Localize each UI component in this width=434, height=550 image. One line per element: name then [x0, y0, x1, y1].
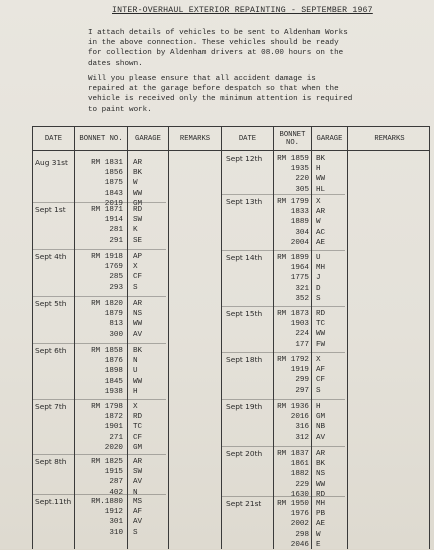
bonnet-number: 1915: [104, 468, 123, 477]
header-divider: [33, 150, 429, 151]
bonnet-number: 2020: [104, 443, 123, 452]
intro-paragraph: I attach details of vehicles to be sent to Aldenham Works in the above connection. These vehicles should be ready for collection by Aldenham drivers at 08.00 hours on the dates shown.: [88, 29, 348, 68]
garage-code: AC: [316, 228, 326, 237]
schedule-date: Sept 1st: [35, 205, 66, 214]
garage-code: MH: [316, 500, 326, 508]
bonnet-number: 2016: [290, 413, 309, 422]
bonnet-number: 1833: [290, 208, 309, 217]
column-divider: [311, 127, 312, 549]
garage-code: CF: [133, 273, 143, 282]
group-divider: [222, 194, 345, 195]
group-divider: [33, 399, 166, 400]
bonnet-number: RM 1899: [277, 254, 309, 262]
bonnet-number: 402: [109, 488, 123, 497]
bonnet-number: 1845: [104, 377, 123, 386]
garage-code: W: [316, 530, 321, 539]
schedule-date: Sept 8th: [35, 457, 67, 466]
bonnet-number: RM 1918: [91, 253, 123, 261]
garage-code: X: [133, 403, 138, 411]
garage-code: U: [133, 367, 138, 376]
document-heading: INTER-OVERHAUL EXTERIOR REPAINTING - SEPTEMBER 1967: [112, 6, 373, 15]
bonnet-number: 1872: [104, 413, 123, 422]
garage-code: U: [316, 254, 321, 262]
schedule-date: Sept 18th: [226, 355, 263, 364]
garage-code: RD: [316, 490, 326, 499]
bonnet-number: 1856: [104, 169, 123, 178]
bonnet-number: 220: [295, 175, 309, 184]
garage-code: AF: [316, 366, 326, 375]
bonnet-number: 1843: [104, 189, 123, 198]
schedule-date: Sept 19th: [226, 402, 263, 411]
garage-code: AV: [133, 330, 143, 339]
schedule-date: Sept 4th: [35, 252, 67, 261]
header-bonnet-no: BONNET NO.: [79, 134, 123, 143]
bonnet-number: 1903: [290, 320, 309, 329]
bonnet-number: RM 1820: [91, 300, 123, 308]
instruction-paragraph: Will you please ensure that all accident damage is repaired at the garage before despatch so that when the vehicle is received only the minimum attention is required to paint work.: [88, 75, 353, 114]
garage-code: AR: [316, 450, 326, 458]
schedule-date: Sept 14th: [226, 253, 263, 262]
garage-code: WW: [316, 330, 326, 339]
header-remarks-right: REMARKS: [374, 134, 405, 143]
garage-code: WW: [133, 377, 143, 386]
garage-code: AV: [133, 478, 143, 487]
group-divider: [33, 494, 166, 495]
header-garage: GARAGE: [135, 134, 161, 143]
garage-code: AE: [316, 520, 326, 529]
bonnet-number: 1964: [290, 264, 309, 273]
bonnet-number: 1875: [104, 179, 123, 188]
group-divider: [222, 496, 345, 497]
garage-code: J: [316, 274, 321, 283]
garage-code: BK: [133, 169, 143, 178]
bonnet-number: 229: [295, 480, 309, 489]
column-divider: [127, 127, 128, 549]
bonnet-number: 304: [295, 228, 309, 237]
garage-code: E: [316, 540, 321, 549]
garage-code: X: [316, 356, 321, 364]
bonnet-number: 287: [109, 478, 123, 487]
bonnet-number: 1630: [290, 490, 309, 499]
header-remarks: REMARKS: [179, 134, 211, 143]
garage-code: AP: [133, 253, 143, 261]
schedule-date: Sept 5th: [35, 299, 67, 308]
garage-code: HL: [316, 185, 326, 194]
group-divider: [33, 202, 166, 203]
garage-code: GM: [316, 413, 326, 422]
schedule-date: Sept 6th: [35, 346, 67, 355]
garage-code: K: [133, 226, 138, 235]
garage-code: NS: [316, 470, 326, 479]
column-divider: [74, 127, 75, 549]
bonnet-number: 1938: [104, 387, 123, 396]
bonnet-number: RM 1950: [277, 500, 309, 508]
schedule-date: Sept.11th: [35, 497, 72, 506]
bonnet-number: 2019: [104, 199, 123, 208]
bonnet-number: 1976: [290, 510, 309, 519]
bonnet-number: RM 1859: [277, 155, 309, 163]
garage-code: AR: [316, 208, 326, 217]
garage-code: X: [133, 263, 138, 272]
garage-code: MS: [133, 498, 143, 506]
bonnet-number: 1912: [104, 508, 123, 517]
bonnet-number: 285: [109, 273, 123, 282]
garage-code: RD: [316, 310, 326, 318]
garage-code: CF: [133, 433, 143, 442]
bonnet-number: RM 1858: [91, 347, 123, 355]
garage-code: WW: [133, 189, 143, 198]
bonnet-number: 312: [295, 433, 309, 442]
schedule-date: Sept 7th: [35, 402, 67, 411]
garage-code: S: [133, 283, 138, 292]
bonnet-number: 299: [295, 376, 309, 385]
group-divider: [33, 249, 166, 250]
group-divider: [222, 399, 345, 400]
group-divider: [222, 306, 345, 307]
bonnet-number: 301: [109, 518, 123, 527]
column-divider: [273, 127, 274, 549]
garage-code: W: [316, 218, 321, 227]
bonnet-number: 224: [295, 330, 309, 339]
schedule-date: Sept 12th: [226, 154, 263, 163]
garage-code: AR: [133, 159, 143, 167]
garage-code: RD: [133, 206, 143, 214]
group-divider: [222, 446, 345, 447]
bonnet-number: 321: [295, 284, 309, 293]
garage-code: BK: [133, 347, 143, 355]
bonnet-number: 1898: [104, 367, 123, 376]
schedule-date: Aug 31st: [35, 158, 68, 167]
garage-code: H: [316, 403, 321, 411]
bonnet-number: 271: [109, 433, 123, 442]
bonnet-number: 1861: [290, 460, 309, 469]
garage-code: AV: [133, 518, 143, 527]
garage-code: AE: [316, 238, 326, 247]
bonnet-number: 1882: [290, 470, 309, 479]
schedule-date: Sept 20th: [226, 449, 263, 458]
group-divider: [222, 250, 345, 251]
garage-code: X: [316, 198, 321, 206]
garage-code: SW: [133, 468, 143, 477]
bonnet-number: 1879: [104, 310, 123, 319]
column-divider: [347, 127, 348, 549]
garage-code: N: [133, 488, 138, 497]
garage-code: SW: [133, 216, 143, 225]
bonnet-number: 2002: [290, 520, 309, 529]
garage-code: WW: [133, 320, 143, 329]
bonnet-number: 1769: [104, 263, 123, 272]
bonnet-number: 1876: [104, 357, 123, 366]
bonnet-number: RM 1873: [277, 310, 309, 318]
bonnet-number: RM 1837: [277, 450, 309, 458]
bonnet-number: RM 1799: [277, 198, 309, 206]
garage-code: MH: [316, 264, 326, 273]
bonnet-number: 1935: [290, 165, 309, 174]
bonnet-number: 291: [109, 236, 123, 245]
garage-code: S: [316, 294, 321, 303]
garage-code: RD: [133, 413, 143, 422]
bonnet-number: 1775: [290, 274, 309, 283]
group-divider: [33, 454, 166, 455]
bonnet-number: RM.1880: [91, 498, 123, 506]
garage-code: N: [133, 357, 138, 366]
bonnet-number: RM 1825: [91, 458, 123, 466]
bonnet-number: 298: [295, 530, 309, 539]
bonnet-number: RM 1792: [277, 356, 309, 364]
garage-code: WW: [316, 175, 326, 184]
header-bonnet-no-right: BONNET NO.: [279, 130, 306, 147]
garage-code: NS: [133, 310, 143, 319]
garage-code: AV: [316, 433, 326, 442]
bonnet-number: 352: [295, 294, 309, 303]
group-divider: [222, 352, 345, 353]
bonnet-number: RM 1831: [91, 159, 123, 167]
garage-code: AF: [133, 508, 143, 517]
schedule-date: Sept 15th: [226, 309, 263, 318]
bonnet-number: 2004: [290, 238, 309, 247]
garage-code: SE: [133, 236, 143, 245]
garage-code: AR: [133, 458, 143, 466]
bonnet-number: RM 1871: [91, 206, 123, 214]
bonnet-number: 305: [295, 185, 309, 194]
garage-code: TC: [316, 320, 326, 329]
column-divider: [221, 127, 222, 549]
garage-code: D: [316, 284, 321, 293]
bonnet-number: 1914: [104, 216, 123, 225]
garage-code: W: [133, 179, 138, 188]
garage-code: H: [316, 165, 321, 174]
schedule-date: Sept 13th: [226, 197, 263, 206]
header-date: DATE: [44, 134, 63, 143]
bonnet-number: 300: [109, 330, 123, 339]
bonnet-number: RM 1798: [91, 403, 123, 411]
garage-code: AR: [133, 300, 143, 308]
bonnet-number: 177: [295, 340, 309, 349]
garage-code: GM: [133, 443, 143, 452]
bonnet-number: 1889: [290, 218, 309, 227]
garage-code: CF: [316, 376, 326, 385]
group-divider: [33, 296, 166, 297]
garage-code: BK: [316, 460, 326, 469]
column-divider: [168, 127, 169, 549]
bonnet-number: RM 1936: [277, 403, 309, 411]
garage-code: BK: [316, 155, 326, 163]
bonnet-number: 297: [295, 386, 309, 395]
garage-code: WW: [316, 480, 326, 489]
bonnet-number: 1901: [104, 423, 123, 432]
garage-code: FW: [316, 340, 326, 349]
schedule-date: Sept 21st: [226, 499, 262, 508]
garage-code: GM: [133, 199, 143, 208]
bonnet-number: 316: [295, 423, 309, 432]
bonnet-number: 293: [109, 283, 123, 292]
garage-code: H: [133, 387, 138, 396]
header-garage-right: GARAGE: [316, 134, 343, 143]
bonnet-number: 1919: [290, 366, 309, 375]
repaint-schedule-table: [32, 126, 430, 549]
bonnet-number: 813: [109, 320, 123, 329]
bonnet-number: 310: [109, 528, 123, 537]
bonnet-number: 281: [109, 226, 123, 235]
bonnet-number: 2046: [290, 540, 309, 549]
header-date-right: DATE: [238, 134, 257, 143]
garage-code: PB: [316, 510, 326, 519]
garage-code: TC: [133, 423, 143, 432]
group-divider: [33, 343, 166, 344]
garage-code: NB: [316, 423, 326, 432]
garage-code: S: [316, 386, 321, 395]
garage-code: S: [133, 528, 138, 537]
